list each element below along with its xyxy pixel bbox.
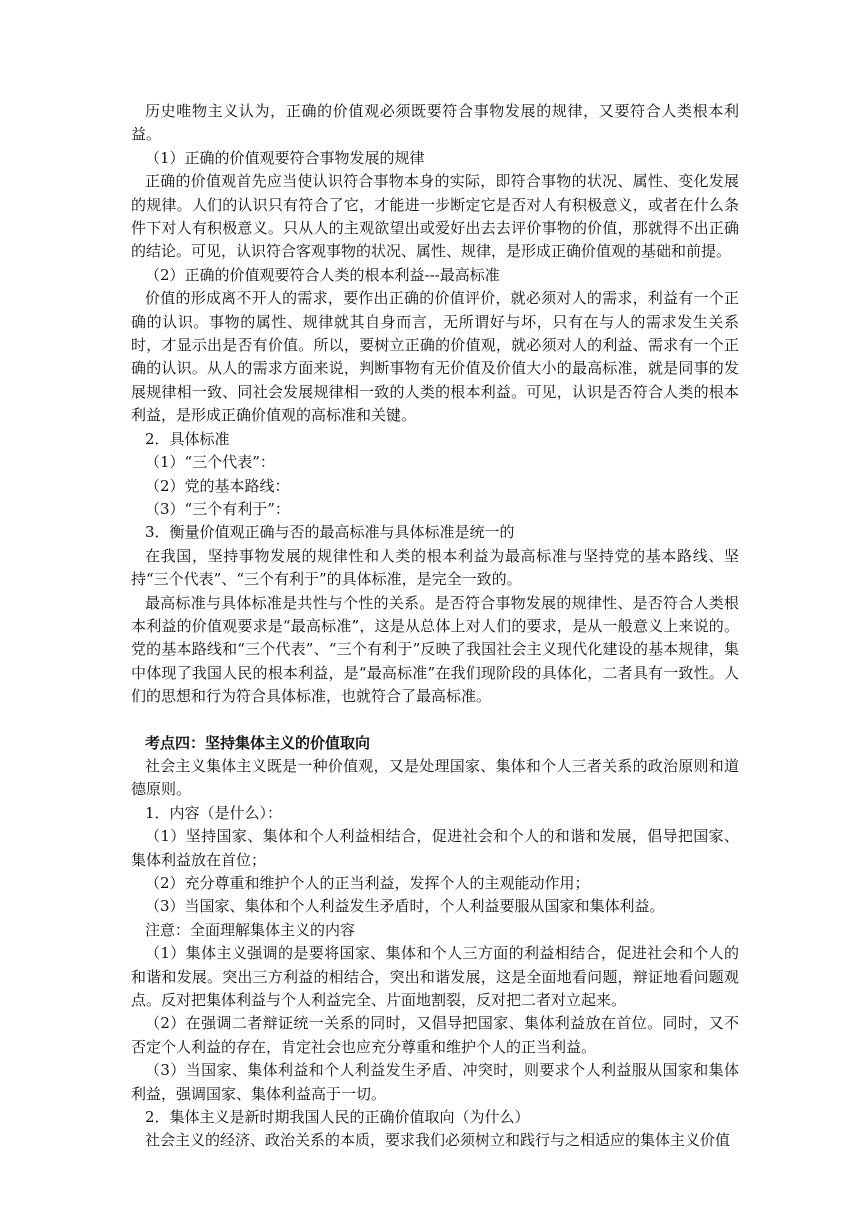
paragraph: （2）充分尊重和维护个人的正当利益，发挥个人的主观能动作用； [145,874,590,892]
paragraph: 1．内容（是什么）： [145,803,283,822]
paragraph: （2）在强调二者辩证统一关系的同时，又倡导把国家、集体利益放在首位。同时，又不否定个人利益的存在，肯定社会也应充分尊重和维护个人的正当利益。 [131,1014,739,1056]
paragraph: 3．衡量价值观正确与否的最高标准与具体标准是统一的 [145,523,515,542]
paragraph: （1）集体主义强调的是要将国家、集体和个人三方面的利益相结合，促进社会和个人的和谐和发展。突出三方利益的相结合，突出和谐发展，这是全面地看问题，辩证地看问题观点。反对把集体利益与个人利益完全、片面地割裂，反对把二者对立起来。 [131,944,739,1010]
paragraph: （2）正确的价值观要符合人类的根本利益---最高标准 [145,265,500,284]
blank-line [131,709,739,732]
paragraph: 在我国，坚持事物发展的规律性和人类的根本利益为最高标准与坚持党的基本路线、坚持“三个代表”、“三个有利于”的具体标准，是完全一致的。 [131,546,739,589]
paragraph: （3）当国家、集体和个人利益发生矛盾时，个人利益要服从国家和集体利益。 [145,897,665,916]
paragraph: （3）当国家、集体利益和个人利益发生矛盾、冲突时，则要求个人利益服从国家和集体利益，强调国家、集体利益高于一切。 [131,1061,739,1103]
paragraph: 注意：全面理解集体主义的内容 [145,920,356,939]
paragraph: 最高标准与具体标准是共性与个性的关系。是否符合事物发展的规律性、是否符合人类根本利益的价值观要求是“最高标准”，这是从总体上对人们的要求，是从一般意义上来说的。党的基本路线和“三个代表”、“三个有利于”反映了我国社会主义现代化建设的基本规律，集中体现了我国人民的根本利益，是“最高标准”在我们现阶段的具体化，二者具有一致性。人们的思想和行为符合具体标准，也就符合了最高标准。 [131,593,739,706]
paragraph: （1）坚持国家、集体和个人利益相结合，促进社会和个人的和谐和发展，倡导把国家、集体利益放在首位； [131,827,739,869]
paragraph: 价值的形成离不开人的需求，要作出正确的价值评价，就必须对人的需求，利益有一个正确的认识。事物的属性、规律就其自身而言，无所谓好与坏，只有在与人的需求发生关系时，才显示出是否有价值。所以，要树立正确的价值观，就必须对人的利益、需求有一个正确的认识。从人的需求方面来说，判断事物有无价值及价值大小的最高标准，就是同事的发展规律相一致、同社会发展规律相一致的人类的根本利益。可见，认识是否符合人类的根本利益，是形成正确价值观的高标准和关键。 [131,289,739,425]
paragraph: 历史唯物主义认为，正确的价值观必须既要符合事物发展的规律，又要符合人类根本利益。 [131,102,739,144]
paragraph: 社会主义集体主义既是一种价值观，又是处理国家、集体和个人三者关系的政治原则和道德原则。 [131,756,739,799]
paragraph: 正确的价值观首先应当使认识符合事物本身的实际，即符合事物的状况、属性、变化发展的规律。人们的认识只有符合了它，才能进一步断定它是否对人有积极意义，或者在什么条件下对人有积极意义。只从人的主观欲望出或爱好出去去评价事物的价值，那就得不出正确的结论。可见，认识符合客观事物的状况、属性、规律，是形成正确价值观的基础和前提。 [131,172,739,261]
paragraph: （1）“三个代表”： [145,453,275,472]
paragraph: （2）党的基本路线： [145,476,290,495]
paragraph: 社会主义的经济、政治关系的本质，要求我们必须树立和践行与之相适应的集体主义价值 [145,1131,731,1150]
section-heading: 考点四：坚持集体主义的价值取向 [145,733,371,752]
document-page [131,100,739,1153]
paragraph: （3）“三个有利于”： [145,499,290,518]
paragraph: （1）正确的价值观要符合事物发展的规律 [145,148,425,167]
paragraph: 2．集体主义是新时期我国人民的正确价值取向（为什么） [145,1108,530,1127]
paragraph: 2．具体标准 [145,429,230,448]
